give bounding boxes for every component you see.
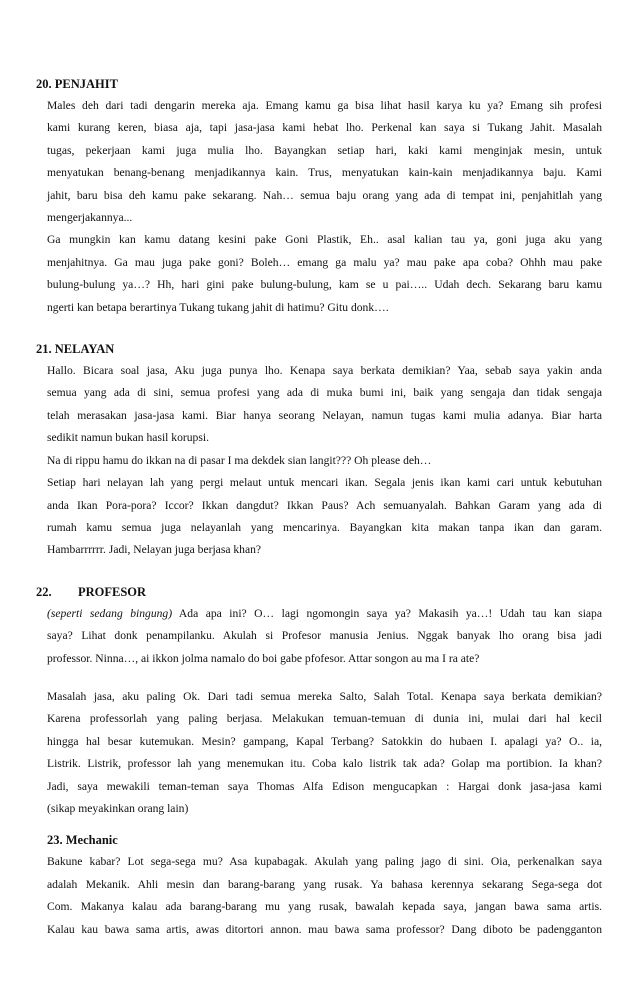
text-line: mengerjakannya... xyxy=(47,211,133,225)
text-line: Hallo. Bicara soal jasa, Aku juga punya lho. Kenapa saya berkata demikian? Yaa, sebab saya yakin anda xyxy=(47,364,602,378)
text-line: rumah kamu semua juga nelayanlah yang mencarinya. Bayangkan kita makan tanpa ikan dan garam. xyxy=(47,520,602,534)
text-line: Com. Makanya kalau ada barang-barang mu yang rusak, bawalah kepada saya, jangan bawa sama artis. xyxy=(47,900,602,914)
text-line: Males deh dari tadi dengarin mereka aja. Emang kamu ga bisa lihat hasil karya ku ya? Emang sih profesi xyxy=(47,99,602,112)
text-line: menjahitnya. Ga mau juga pake goni? Boleh… emang ga malu ya? mau pake apa coba? Ohhh mau pake xyxy=(47,255,602,269)
text-line: jahit, baru bisa deh kamu pake sekarang. Nah… semua baju orang yang ada di tempat ini, penjahitlah yang xyxy=(47,188,602,202)
text-fragment: Ada apa ini? O… lagi ngomongin saya ya? Makasih ya…! Udah tau kan siapa xyxy=(172,606,603,620)
text-line: saya? Lihat donk penampilanku. Akulah si Profesor manusia Jenius. Nggak banyak lho orang bisa jadi xyxy=(47,629,602,643)
text-line: Masalah jasa, aku paling Ok. Dari tadi semua mereka Salto, Salah Total. Kenapa saya berkata demikian? xyxy=(47,689,602,703)
paragraph-mechanic xyxy=(36,851,602,941)
section-heading: 23. Mechanic xyxy=(47,833,118,848)
section-profesor xyxy=(36,584,602,821)
stage-direction: (seperti sedang bingung) xyxy=(47,606,173,620)
paragraph-penjahit xyxy=(36,95,602,319)
text-line: Bakune kabar? Lot sega-sega mu? Asa kupabagak. Akulah yang paling jago di sini. Oia, perkenalkan saya xyxy=(47,855,602,869)
text-line: Hambarrrrrr. Jadi, Nelayan juga berjasa khan? xyxy=(47,543,262,557)
text-line: Listrik. Listrik, professor lah yang menemukan itu. Coba kalo listrik tak ada? Golap ma portibion. Ia khan? xyxy=(47,757,602,771)
text-line: semua yang ada di sini, semua profesi yang ada di muka bumi ini, baik yang sengaja dan tidak sengaja xyxy=(47,386,602,400)
text-line: Na di rippu hamu do ikkan na di pasar I ma dekdek sian langit??? Oh please deh… xyxy=(47,453,432,467)
text-line xyxy=(47,603,602,625)
text-line: menyatukan benang-benang menjadikannya kain. Trus, menyatukan kain-kain menjadikannya baju. Kami xyxy=(47,166,602,180)
section-heading: 21. NELAYAN xyxy=(36,342,115,357)
section-title: PROFESOR xyxy=(78,584,147,599)
section-penjahit xyxy=(36,76,602,319)
section-heading xyxy=(36,584,602,600)
section-nelayan xyxy=(36,341,602,562)
paragraph-profesor-1 xyxy=(36,603,602,670)
text-line: hingga hal besar kutemukan. Mesin? gampang, Kapal Terbang? Satokkin do hubaen I. apalagi ya? O.. ia, xyxy=(47,734,602,748)
text-line: kami kurang keren, biasa aja, tapi jasa-jasa kami hebat lho. Perkenal kan saya si Tukang Jahit. Masalah xyxy=(47,121,602,135)
text-line: Jadi, saya mewakili teman-teman saya Thomas Alfa Edison mengucapkan : Hargai donk jasa-jasa kami xyxy=(47,779,602,793)
text-line: Setiap hari nelayan lah yang pergi melaut untuk mencari ikan. Segala jenis ikan kami cari untuk kebutuhan xyxy=(47,476,602,490)
section-heading: 20. PENJAHIT xyxy=(36,77,118,91)
paragraph-profesor-2 xyxy=(36,686,602,820)
text-line: adalah Mekanik. Ahli mesin dan barang-barang yang rusak. Ya bahasa kerennya sekarang Sega-sega dot xyxy=(47,877,602,891)
text-line: bulung-bulung ya…? Hh, hari gini pake bulung-bulung, kam se u pai….. Udah dech. Sekarang baru kamu xyxy=(47,278,602,292)
text-line: Kalau kau bawa sama artis, awas ditortori annon. mau bawa sama professor? Dang diboto be padengganton xyxy=(47,922,602,936)
text-line: ngerti kan betapa berartinya Tukang tukang jahit di hatimu? Gitu donk…. xyxy=(47,300,389,314)
text-line: professor. Ninna…, ai ikkon jolma namalo do boi gabe pfofesor. Attar songon au ma I ra ate? xyxy=(47,651,480,665)
paragraph-nelayan xyxy=(36,360,602,562)
text-line: sedikit namun bukan hasil korupsi. xyxy=(47,431,209,445)
text-line: Karena professorlah yang paling berjasa. Melakukan temuan-temuan di dunia ini, mulai dari hal kecil xyxy=(47,712,602,726)
text-line: Ga mungkin kan kamu datang kesini pake Goni Plastik, Eh.. asal kalian tau ya, goni juga aku yang xyxy=(47,233,602,247)
text-line: anda Ikan Pora-pora? Iccor? Ikkan dangdut? Ikkan Paus? Ach semuanyalah. Bahkan Garam yang ada di xyxy=(47,498,602,512)
text-line: telah merasakan jasa-jasa kami. Biar hanya seorang Nelayan, namun tugas kami mulia adanya. Biar harta xyxy=(47,408,602,422)
section-number: 22. xyxy=(36,584,52,599)
text-line: (sikap meyakinkan orang lain) xyxy=(47,801,189,815)
text-line: tugas, pekerjaan kami juga mulia lho. Bayangkan setiap hari, kaki kami menginjak mesin, untuk xyxy=(47,143,602,157)
section-mechanic xyxy=(36,832,602,941)
